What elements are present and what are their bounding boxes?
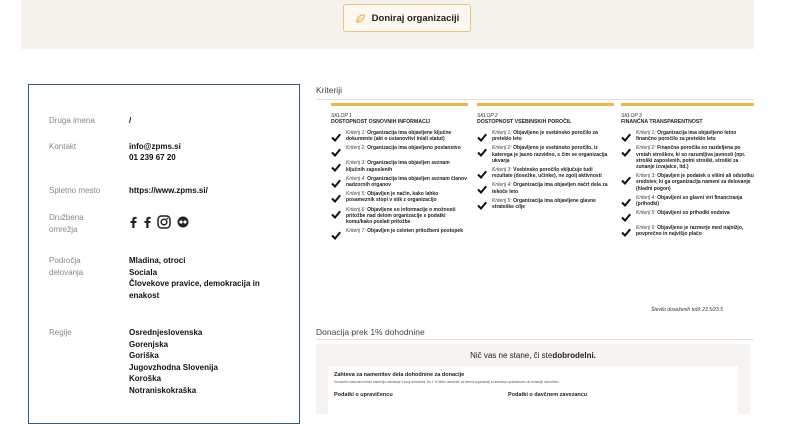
check-icon: [621, 213, 631, 222]
check-icon: [621, 198, 631, 207]
criteria-column: [331, 103, 468, 243]
criterion-key: Kriterij 5:: [346, 191, 366, 198]
check-icon: [331, 194, 341, 203]
check-icon: [477, 133, 487, 142]
criteria-column: [477, 103, 614, 213]
criterion-item: [621, 210, 754, 222]
criterion-key: Kriterij 3:: [346, 160, 366, 167]
criterion-description: Organizacija ima objavljene glavne strateške cilje: [492, 197, 596, 211]
website-link[interactable]: https://www.zpms.si/: [129, 186, 208, 195]
criterion-item: [621, 145, 754, 170]
criterion-text: [346, 130, 468, 142]
form-subtitle: Vsi davčni zavezanci lahko namenijo odločanje o svoji dohodnini. Do 1 % lahko namenite mi temed organizacij s seznama upravičencev do donacije dohodnine.: [334, 380, 560, 384]
criterion-description: Objavljen je način, kako lahko posameznik stopi v stik z organizacijo: [346, 191, 439, 204]
donation-box: [316, 344, 750, 414]
leaf-icon: [355, 13, 366, 24]
criterion-item: [621, 173, 754, 192]
social-icons: [129, 215, 294, 229]
criterion-text: [492, 130, 614, 142]
criterion-description: Organizacija ima objavljen seznam članov nadzornih organov: [346, 175, 467, 189]
criterion-key: Kriterij 1:: [346, 130, 366, 136]
form-title: Zahteva za namenitev dela dohodnine za donacije: [334, 372, 465, 378]
info-label: Regije: [49, 328, 72, 337]
criterion-text: [492, 198, 614, 210]
criterion-description: Objavljen je podatek o višini ali odstotku sredstev, ki ga organizacija nameni za delovanje (hladni pogon): [636, 173, 754, 192]
criteria-column-title: DOSTOPNOST VSEBINSKIH POROČIL: [477, 119, 572, 125]
criterion-item: [331, 160, 468, 172]
criterion-text: [492, 145, 614, 164]
form-section-taxpayer: Podatki o davčnem zavezancu: [508, 392, 588, 398]
criterion-description: Objavljeno je vsebinsko poročilo za preteklo leto: [492, 130, 598, 143]
check-icon: [477, 201, 487, 210]
criterion-key: Kriterij 6:: [346, 206, 366, 213]
criterion-key: Kriterij 6:: [636, 225, 656, 232]
criteria-column: [621, 103, 754, 241]
info-label: Področja delovanja: [49, 256, 84, 277]
criteria-column-accent-bar: [477, 103, 614, 106]
criteria-column-title: DOSTOPNOST OSNOVNIH INFORMACIJ: [331, 119, 431, 125]
donation-banner-text: Nič vas ne stane, či ste: [470, 350, 553, 360]
form-section-beneficiary: Podatki o upravičencu: [334, 392, 393, 398]
check-icon: [331, 133, 341, 142]
check-icon: [477, 170, 487, 179]
divider: [316, 339, 754, 340]
criteria-column-accent-bar: [331, 103, 468, 106]
criterion-description: Organizacija ima objavljen seznam ključnih zaposlenih: [346, 160, 450, 173]
criterion-key: Kriterij 4:: [492, 182, 512, 189]
info-label: Družbena omrežja: [49, 213, 84, 234]
info-value: Osrednjeslovenska Gorenjska Goriška Jugovzhodna Slovenija Koroška Notraniskokraška: [129, 328, 218, 395]
check-icon: [331, 148, 341, 157]
criterion-description: Organizacija ima objavljen načrt dela za tekoče leto: [492, 182, 608, 195]
criterion-item: [477, 198, 614, 210]
contact-phone: 01 239 67 20: [129, 153, 176, 162]
criterion-text: [636, 145, 754, 170]
criterion-description: Organizacija ima objavljeno letno finančno poročilo za preteklo leto: [636, 130, 737, 143]
criterion-key: Kriterij 3:: [492, 167, 512, 174]
instagram-icon[interactable]: [157, 215, 171, 229]
info-label: Druga imena: [49, 116, 95, 125]
info-value: Mladina, otroci Sociala Človekove pravice, demokracija in enakost: [129, 256, 260, 300]
donation-banner: [316, 344, 750, 366]
criterion-key: Kriterij 2:: [636, 145, 656, 152]
criterion-description: Objavljene so informacije o možnosti pritožbe nad delom organizacije s podatki komu/kako poslati pritožbe: [346, 206, 456, 226]
criterion-item: [621, 130, 754, 142]
donate-button[interactable]: [343, 4, 471, 32]
criterion-text: [346, 176, 468, 188]
donation-form: [328, 366, 738, 414]
check-icon: [477, 148, 487, 157]
criterion-text: [636, 130, 754, 142]
criterion-text: [346, 191, 468, 203]
criteria-total: Število doseženih točk 23.5/23.5: [651, 307, 723, 313]
criteria-title: Kriteriji: [316, 85, 342, 95]
criterion-item: [621, 225, 754, 237]
criterion-description: Objavljeno je razmerje med najnižjo, povprečno in najvišjo plačo: [636, 225, 744, 238]
criterion-key: Kriterij 3:: [636, 173, 656, 180]
criterion-item: [331, 130, 468, 142]
check-icon: [477, 185, 487, 194]
criterion-description: Objavljen je celoten pritožbeni postopek: [367, 228, 463, 235]
criterion-text: [346, 145, 461, 157]
info-label: Spletno mesto: [49, 186, 101, 195]
top-banner: [21, 0, 754, 49]
criterion-item: [331, 145, 468, 157]
criterion-item: [477, 145, 614, 164]
criterion-description: Objavljeni so glavni viri financiranja (prihodki): [636, 194, 743, 208]
criterion-description: Organizacija ima objavljeno poslanstvo: [367, 145, 461, 152]
criterion-text: [636, 210, 730, 222]
criterion-item: [331, 207, 468, 226]
criterion-item: [477, 182, 614, 194]
criterion-key: Kriterij 2:: [346, 145, 366, 152]
criterion-item: [331, 191, 468, 203]
criterion-item: [331, 176, 468, 188]
flickr-icon[interactable]: [177, 216, 189, 228]
criterion-text: [636, 195, 754, 207]
criterion-item: [477, 167, 614, 179]
check-icon: [331, 163, 341, 172]
criterion-text: [346, 228, 463, 240]
criterion-text: [346, 160, 468, 172]
check-icon: [621, 176, 631, 185]
criterion-key: Kriterij 5:: [636, 210, 656, 217]
check-icon: [621, 133, 631, 142]
check-icon: [331, 179, 341, 188]
criteria-sklop-label: SKLOP 3: [621, 113, 642, 119]
criterion-text: [346, 207, 468, 226]
contact-email-link[interactable]: info@zpms.si: [129, 142, 181, 151]
criterion-text: [636, 225, 754, 237]
criteria-column-accent-bar: [621, 103, 754, 106]
info-label: Kontakt: [49, 142, 77, 151]
criteria-sklop-label: SKLOP 2: [477, 113, 498, 119]
info-value: [129, 141, 294, 163]
organization-info-box: [28, 84, 300, 424]
criterion-item: [621, 195, 754, 207]
criterion-description: Finančna poročila so razdeljena po vrstah stroškov, ki so razumljiva javnosti (npr. stroški zaposlenih, potni stroški, stroški za zunanje izvajalce, itd.): [636, 145, 746, 171]
criterion-key: Kriterij 1:: [636, 130, 656, 136]
criteria-sklop-label: SKLOP 1: [331, 113, 352, 119]
criterion-key: Kriterij 4:: [636, 194, 656, 201]
criterion-description: Vsebinsko poročilo vključuje tudi rezultate (dosežke, učinke), ne zgolj aktivnosti: [492, 167, 602, 180]
check-icon: [331, 210, 341, 219]
check-icon: [621, 228, 631, 237]
criterion-description: Objavljeno je vsebinsko poročilo, iz katerega je jasno razvidno, s čim se organizacija ukvarja: [492, 145, 608, 164]
criterion-key: Kriterij 2:: [492, 145, 512, 152]
criterion-item: [477, 130, 614, 142]
check-icon: [621, 148, 631, 157]
criterion-key: Kriterij 4:: [346, 175, 366, 182]
donation-title: Donacija prek 1% dohodnine: [316, 327, 425, 337]
donation-banner-bold: dobrodelni.: [552, 350, 596, 360]
criterion-text: [492, 167, 614, 179]
criterion-text: [492, 182, 614, 194]
info-value: /: [129, 116, 132, 125]
criterion-description: Objavljeni so prihodki vodstva: [657, 210, 730, 217]
criterion-key: Kriterij 1:: [492, 130, 512, 136]
criteria-column-title: FINANČNA TRANSPARENTNOST: [621, 119, 703, 125]
donate-button-label: Doniraj organizaciji: [371, 12, 460, 24]
check-icon: [331, 231, 341, 240]
criterion-key: Kriterij 5:: [492, 197, 512, 204]
facebook-icon[interactable]: [143, 216, 151, 228]
divider: [316, 99, 754, 100]
facebook-icon[interactable]: [129, 216, 137, 228]
criterion-text: [636, 173, 754, 192]
criterion-key: Kriterij 7:: [346, 228, 366, 235]
criterion-item: [331, 228, 468, 240]
criterion-description: Organizacija ima objavljene ključne dokumente (akt o ustanovitvi in/ali statut): [346, 130, 452, 143]
